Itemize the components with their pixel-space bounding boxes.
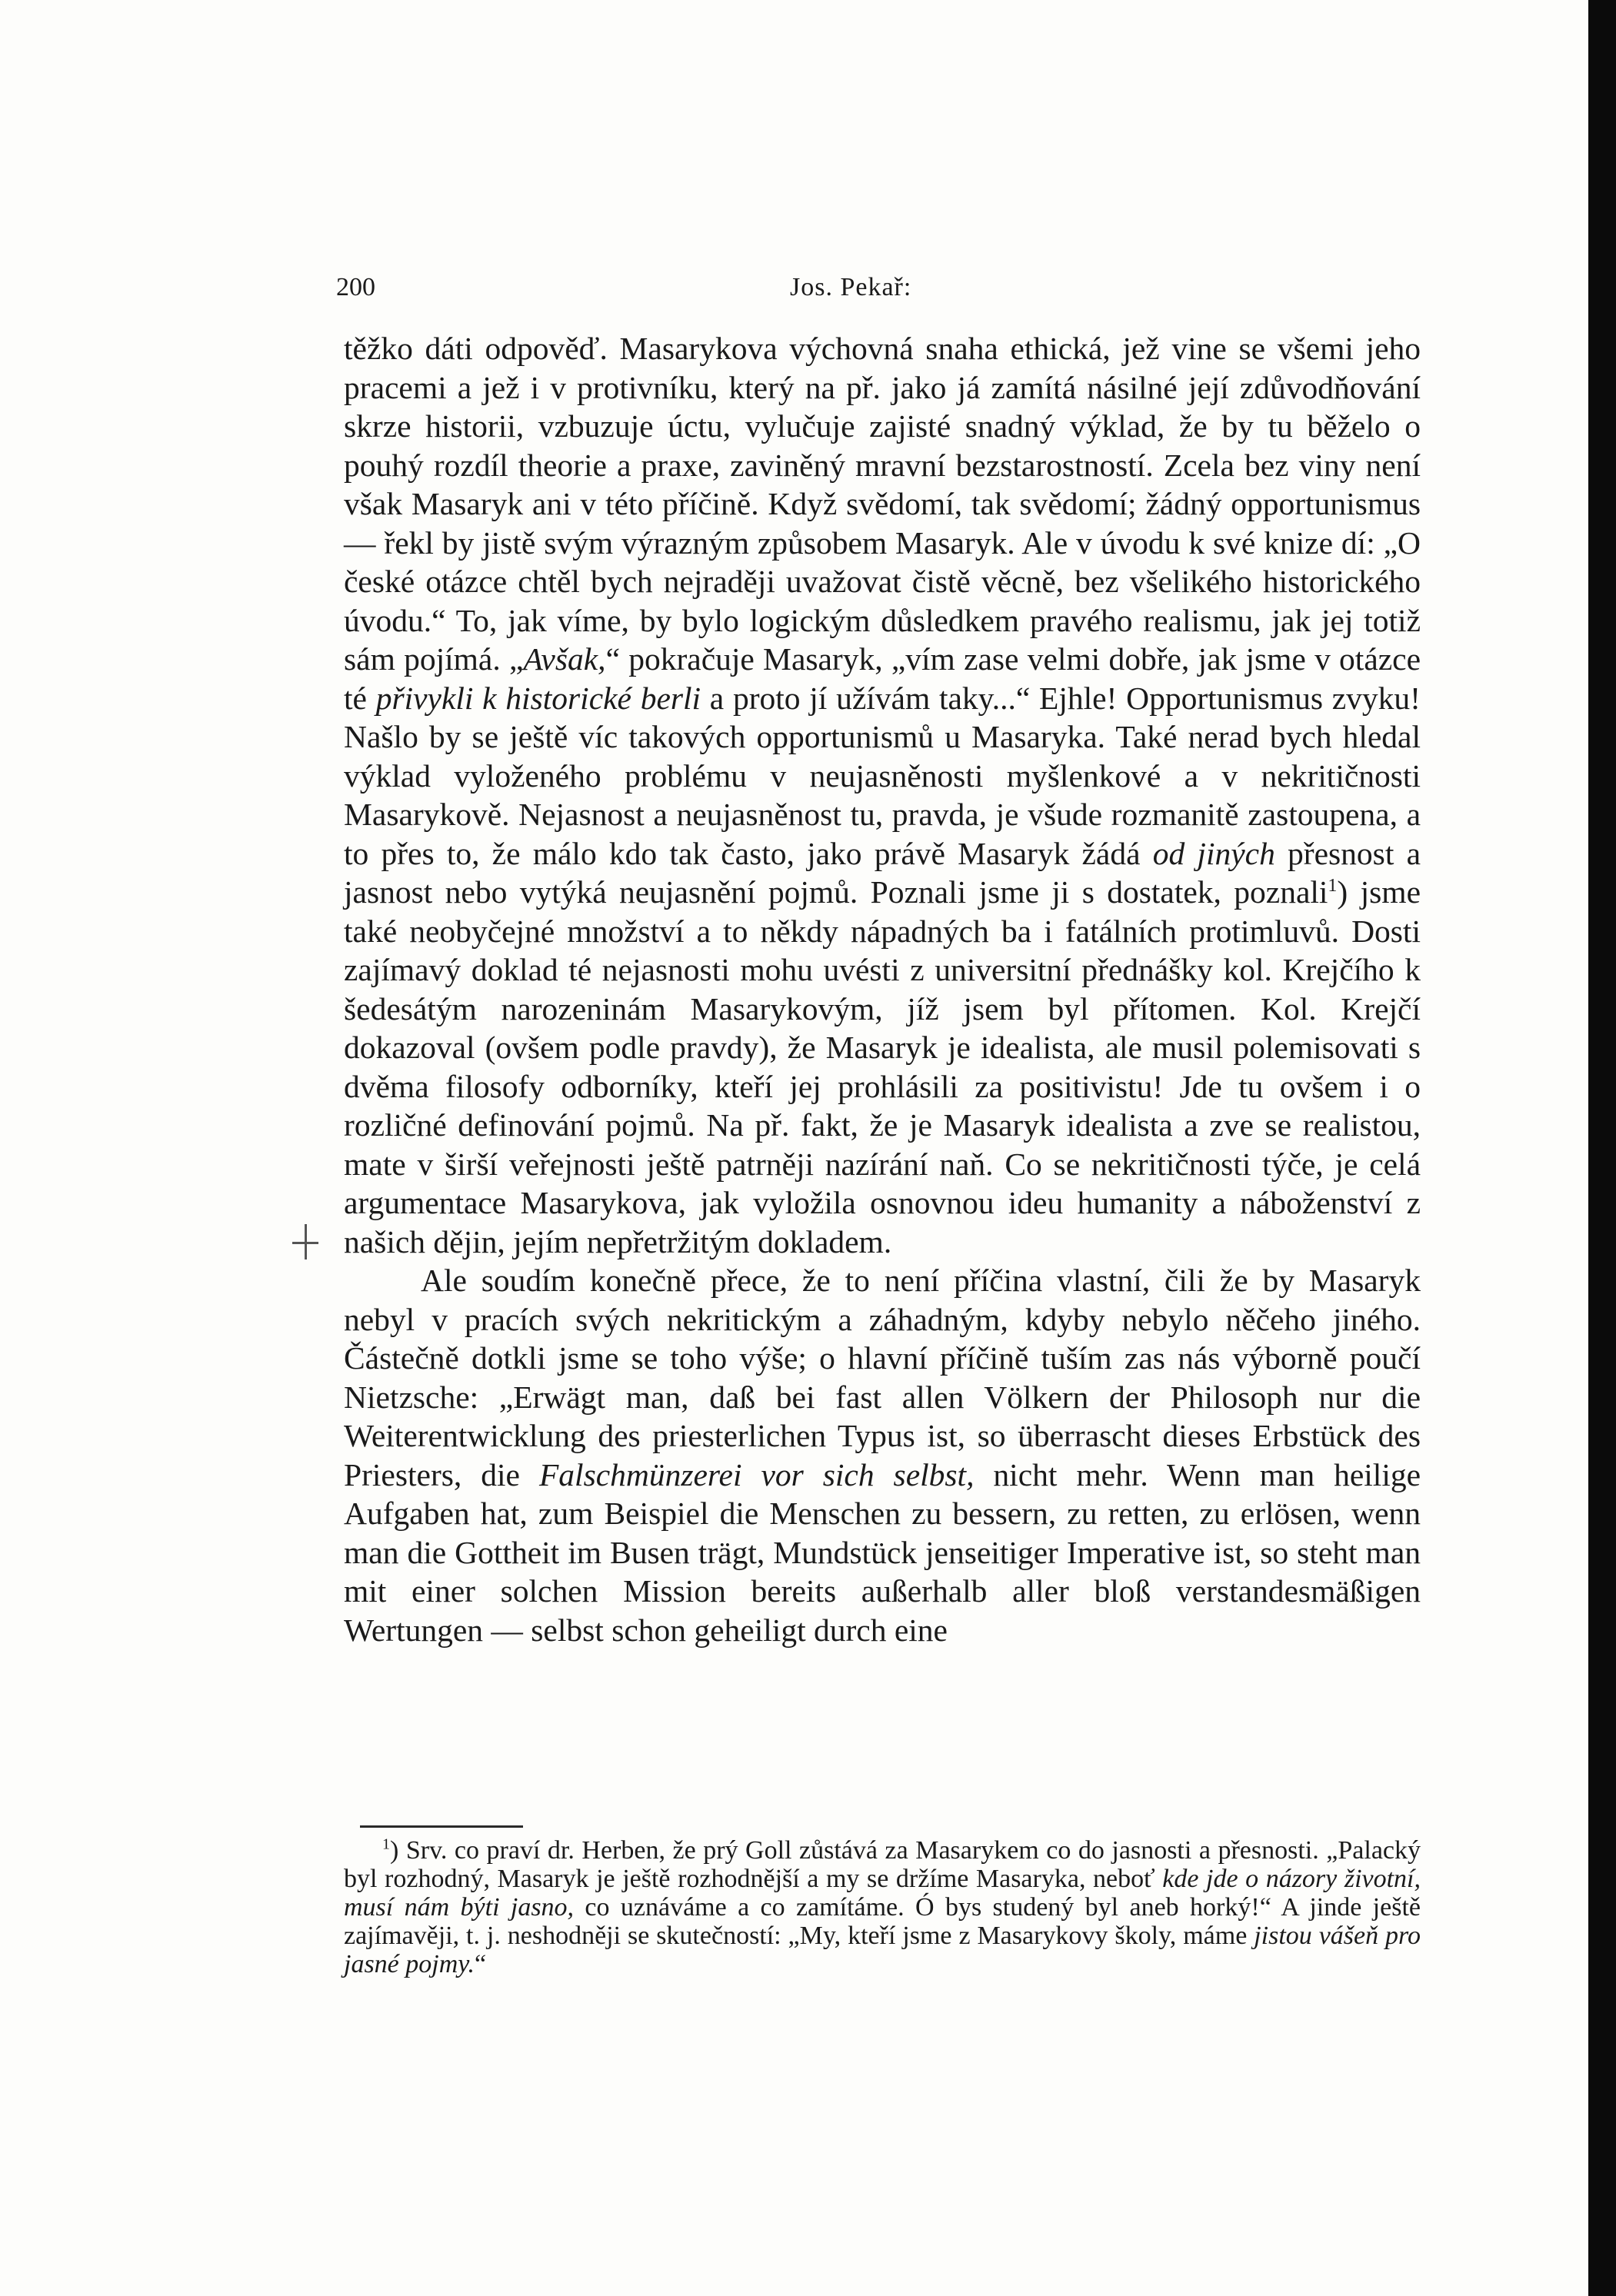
footnote-text xyxy=(344,1836,1421,1978)
italic-text: Falschmünzerei vor sich selbst, xyxy=(538,1456,975,1492)
page-header xyxy=(336,273,1428,319)
text-run: a proto jí užívám taky...“ Ejhle! Opportunismus zvyku! Našlo by se ještě víc takových opportunismů u Masaryka. Také nerad bych hledal výklad vyloženého problému v neujasněnosti myšlenkové a v nekritičnosti Masarykově. Nejasnost a neujasněnost tu, pravda, je všude rozmanitě zastoupena, a to přes to, že málo kdo tak často, jako právě Masaryk žádá xyxy=(344,680,1421,871)
footnote-reference: 1 xyxy=(1328,876,1338,897)
text-run: těžko dáti odpověď. Masarykova výchovná snaha ethická, jež vine se všemi jeho pracemi a jež i v protivníku, který na př. jako já zamítá násilné její zdůvodňování skrze historii, vzbuzuje úctu, vylučuje zajisté snadný výklad, že by tu běželo o pouhý rozdíl theorie a praxe, zaviněný mravní bezstarostností. Zcela bez viny není však Masaryk ani v této příčině. Když svědomí, tak svědomí; žádný opportunismus — řekl by jistě svým výrazným způsobem Masaryk. Ale v úvodu k své knize dí: „O české otázce chtěl bych nejraději uvažovat čistě věcně, bez všelikého historického úvodu.“ To, jak víme, by bylo logickým důsledkem pravého realismu, jak jej totiž sám pojímá. „ xyxy=(344,331,1421,677)
italic-text: Avšak, xyxy=(523,641,606,677)
text-run: přesnost a jasnost nebo vytýká neujasnění pojmů. Poznali jsme ji s dostatek, poznali xyxy=(344,835,1421,910)
text-run: ) jsme také neobyčejné množství a to někdy nápadných ba i fatálních protimluvů. Dosti zajímavý doklad té nejasnosti mohu uvésti z universitní přednášky kol. Krejčího k šedesátým narozeninám Masarykovým, jíž jsem byl přítomen. Kol. Krejčí dokazoval (ovšem podle pravdy), že Masaryk je idealista, ale musil polemisovati s dvěma filosofy odborníky, kteří jej prohlásili za positivistu! Jde tu ovšem i o rozličné definování pojmů. Na př. fakt, že je Masaryk idealista a zve se realistou, mate v širší veřejnosti ještě patrněji nazírání naň. Co se nekritičnosti týče, je celá argumentace Masarykova, jak vyložila osnovnou ideu humanity a náboženství z našich dějin, jejím nepřetržitým dokladem. xyxy=(344,874,1421,1259)
italic-text: kde jde o názory životní, musí nám býti jasno, xyxy=(344,1865,1421,1922)
text-run: co uznáváme a co zamítáme. Ó bys studený byl aneb horký!“ A jinde ještě zajímavěji, t. j. neshodněji se skutečností: „My, kteří jsme z Masarykovy školy, máme xyxy=(344,1893,1421,1950)
text-run: “ xyxy=(474,1950,487,1978)
scan-border xyxy=(1588,0,1616,2296)
footnote-marker: 1 xyxy=(382,1835,390,1853)
text-run: nicht mehr. Wenn man heilige Aufgaben hat, zum Beispiel die Menschen zu bessern, zu retten, zu erlösen, wenn man die Gottheit im Busen trägt, Mundstück jenseitiger Imperative ist, so steht man mit einer solchen Mission bereits außerhalb aller bloß verstandesmäßigen Wertungen — selbst schon geheiligt durch eine xyxy=(344,1456,1421,1648)
text-run: “ pokračuje Masaryk, „vím zase velmi dobře, jak jsme v otázce té xyxy=(344,641,1421,716)
running-head: Jos. Pekař: xyxy=(790,273,912,301)
paragraph-2 xyxy=(344,1261,1421,1649)
footnote xyxy=(344,1836,1421,1978)
page-number: 200 xyxy=(336,273,375,301)
text-run: Ale soudím konečně přece, že to není příčina vlastní, čili že by Masaryk nebyl v pracích svých nekritickým a záhadným, kdyby nebylo něčeho jiného. Částečně dotkli jsme se toho výše; o hlavní příčině tuším zas nás výborně poučí Nietzsche: „Erwägt man, daß bei fast allen Völkern der Philosoph nur die Weiterentwicklung des priesterlichen Typus ist, so überrascht dieses Erbstück des Priesters, die xyxy=(344,1263,1421,1492)
body-text xyxy=(344,329,1421,1649)
italic-text: jistou vášeň pro jasné pojmy. xyxy=(344,1922,1421,1978)
paragraph-1 xyxy=(344,329,1421,1261)
margin-pencil-mark xyxy=(305,1224,307,1259)
italic-text: od jiných xyxy=(1152,835,1275,871)
footnote-rule xyxy=(360,1825,523,1828)
italic-text: přivykli k historické berli xyxy=(375,680,701,716)
text-run: ) Srv. co praví dr. Herben, že prý Goll zůstává za Masarykem co do jasnosti a přesnosti. „Palacký byl rozhodný, Masaryk je ještě rozhodnější a my se držíme Masaryka, neboť xyxy=(344,1836,1421,1893)
